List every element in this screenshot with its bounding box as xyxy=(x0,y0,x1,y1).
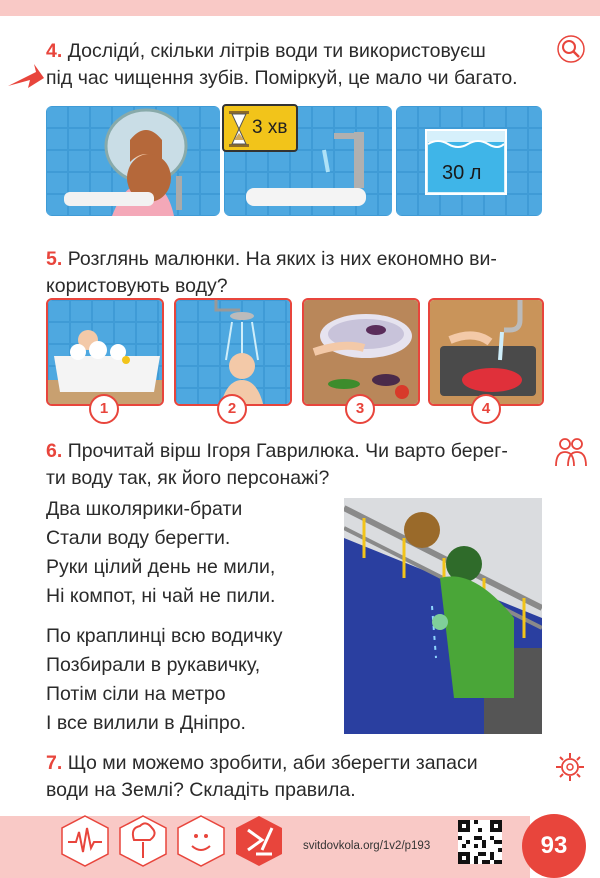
gear-group-icon xyxy=(552,750,588,784)
water-container-illustration xyxy=(396,106,542,216)
task-4-line-1: Досліди́, скільки літрів води ти використовуєш xyxy=(67,40,486,62)
task-5-text xyxy=(46,246,566,300)
task-6-text xyxy=(46,438,566,492)
picture-1-bath xyxy=(46,298,164,406)
task-5-line-1: Розглянь малюнки. На яких із них економно ви- xyxy=(67,248,497,270)
picture-3-bowl xyxy=(302,298,420,406)
tree-hex-icon xyxy=(116,814,170,868)
pointer-arrow-icon xyxy=(6,60,44,92)
poem-line: Ні компот, ні чай не пили. xyxy=(46,585,276,607)
page-number: 93 xyxy=(522,814,586,878)
poem-line: Потім сіли на метро xyxy=(46,683,226,705)
page-footer xyxy=(0,806,600,878)
qr-code[interactable] xyxy=(458,820,502,864)
task-4-number: 4. xyxy=(46,40,63,62)
task-6-line-1: Прочитай вірш Ігоря Гаврилюка. Чи варто берег- xyxy=(67,440,508,462)
task-7-line-1: Що ми можемо зробити, аби зберегти запаси xyxy=(67,752,478,774)
task-5-number: 5. xyxy=(46,248,63,270)
task-7-text xyxy=(46,750,566,804)
poem-line: Стали воду берегти. xyxy=(46,527,231,549)
picture-badge-2: 2 xyxy=(217,394,247,424)
picture-badge-4: 4 xyxy=(471,394,501,424)
pair-work-icon xyxy=(554,436,588,468)
picture-4-tap xyxy=(428,298,544,406)
smile-hex-icon xyxy=(174,814,228,868)
picture-2-shower xyxy=(174,298,292,406)
task-5-line-2: користовують воду? xyxy=(46,275,228,297)
task-6-number: 6. xyxy=(46,440,63,462)
task-7-line-2: води на Землі? Складіть правила. xyxy=(46,779,356,801)
poem-line: Руки цілий день не мили, xyxy=(46,556,276,578)
task-7-number: 7. xyxy=(46,752,63,774)
magnifier-icon xyxy=(556,34,586,64)
task-4-text xyxy=(46,38,566,92)
poem-stanza-1 xyxy=(46,495,275,611)
time-label: 3 хв xyxy=(252,117,288,138)
top-band xyxy=(0,0,600,16)
poem-line: Позбирали в рукавичку, xyxy=(46,654,261,676)
task-4-line-2: під час чищення зубів. Поміркуй, це мало чи багато. xyxy=(46,67,518,89)
task-6-line-2: ти воду так, як його персонажі? xyxy=(46,467,330,489)
bridge-boys-illustration xyxy=(344,498,542,734)
volume-label: 30 л xyxy=(442,162,482,184)
poem-stanza-2 xyxy=(46,622,282,738)
footer-url[interactable]: svitdovkola.org/1v2/p193 xyxy=(303,840,431,852)
hourglass-timer-badge xyxy=(222,104,298,152)
picture-badge-1: 1 xyxy=(89,394,119,424)
poem-line: І все вилили в Дніпро. xyxy=(46,712,246,734)
heartbeat-hex-icon xyxy=(58,814,112,868)
hourglass-icon xyxy=(228,110,250,148)
picture-badge-3: 3 xyxy=(345,394,375,424)
poem-line: По краплинці всю водичку xyxy=(46,625,283,647)
poem-line: Два школярики-брати xyxy=(46,498,243,520)
toothbrushing-illustration xyxy=(46,106,220,216)
compare-hex-icon xyxy=(232,814,286,868)
